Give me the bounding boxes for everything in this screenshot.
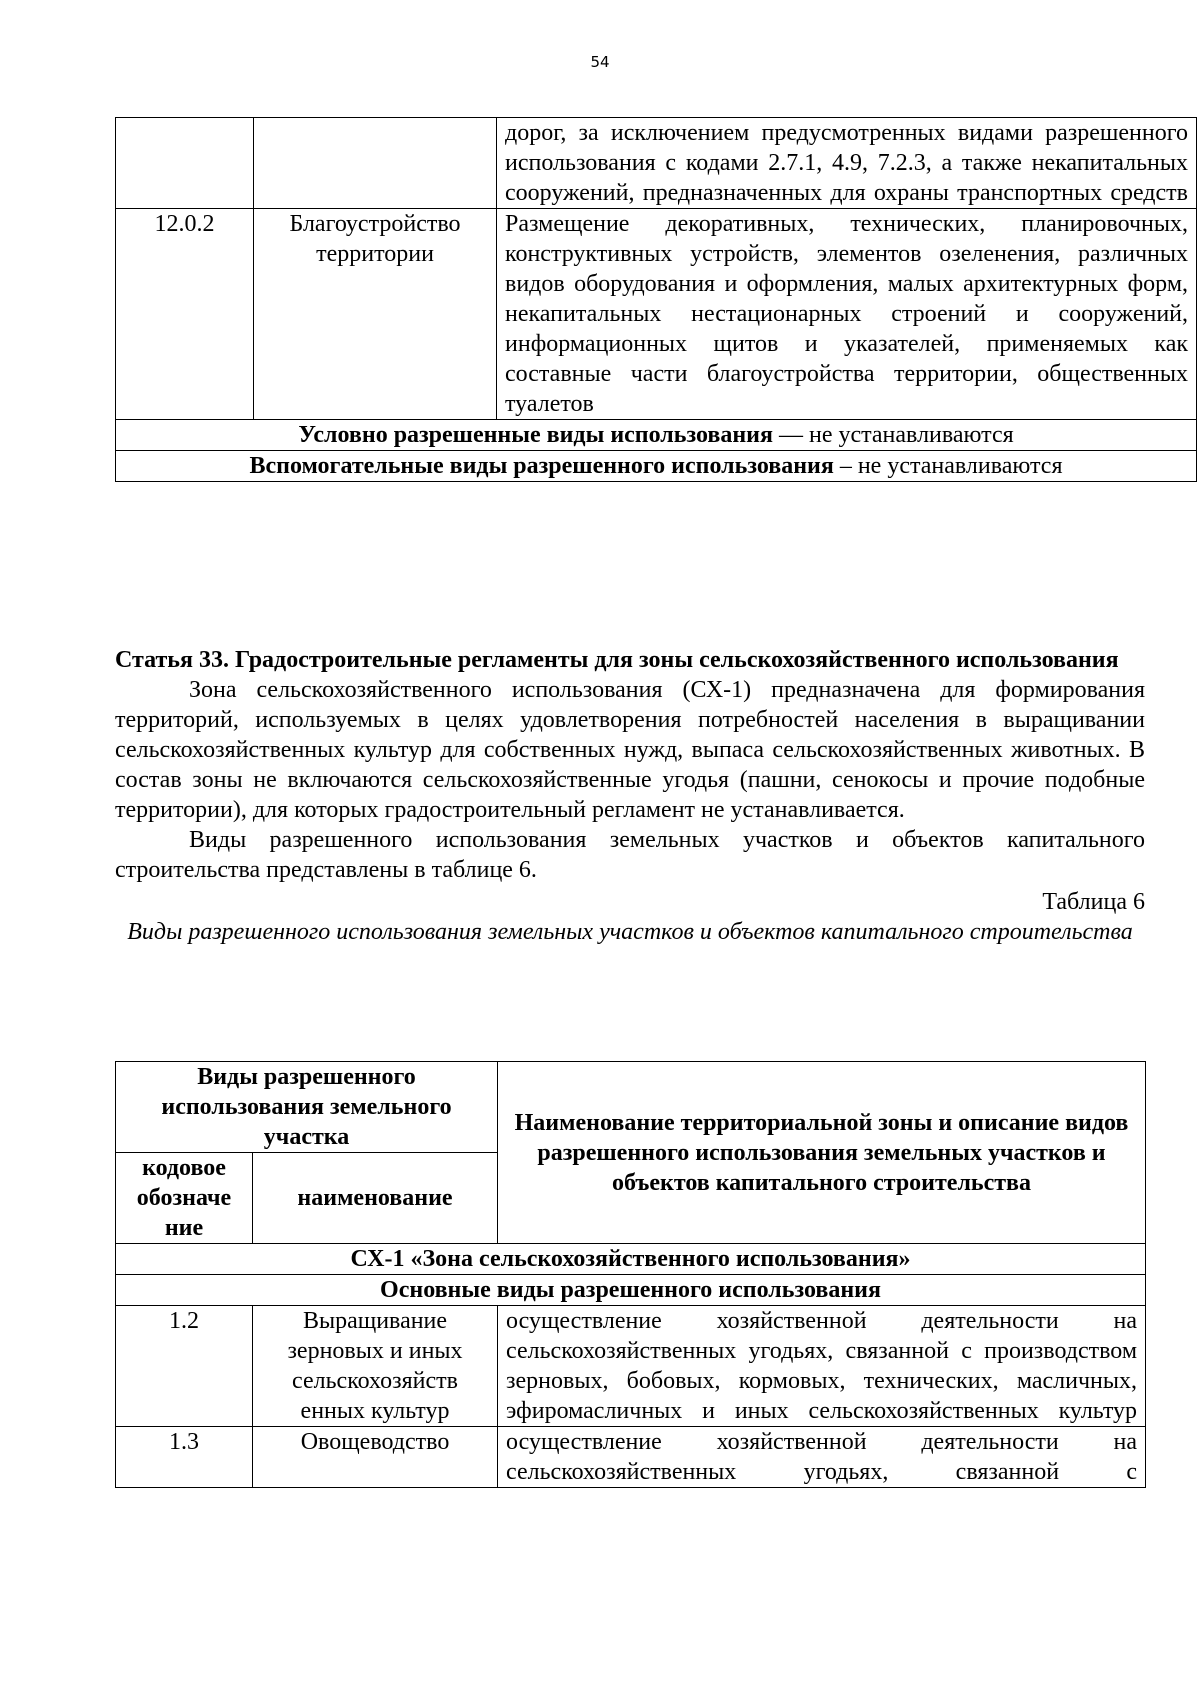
article-heading: Статья 33. Градостроительные регламенты для зоны сельскохозяйственного использования: [115, 647, 1119, 673]
table-6: [115, 1061, 1146, 1488]
article-paragraph-2: Виды разрешенного использования земельных участков и объектов капитального строительства представлены в таблице 6.: [115, 827, 1145, 883]
header-description-cell: Наименование территориальной зоны и описание видов разрешенного использования земельных участков и объектов капитального строительства: [498, 1062, 1146, 1244]
code-cell: 1.2: [116, 1306, 253, 1427]
zone-title-row: [116, 1244, 1146, 1275]
description-cell: осуществление хозяйственной деятельности на сельскохозяйственных угодьях, связанной с: [498, 1427, 1146, 1488]
auxiliary-uses-value: – не устанавливаются: [833, 453, 1063, 479]
header-name-cell: наименование: [253, 1153, 498, 1244]
table-row: [116, 209, 1197, 420]
description-cell: осуществление хозяйственной деятельности на сельскохозяйственных угодьях, связанной с производством зерновых, бобовых, кормовых, технических, масличных, эфиромасличных и иных сельскохозяйственных культур: [498, 1306, 1146, 1427]
code-cell: 12.0.2: [116, 209, 254, 420]
name-cell: Выращивание зерновых и иных сельскохозяйств енных культур: [253, 1306, 498, 1427]
section-title-row: [116, 1275, 1146, 1306]
description-cell: Размещение декоративных, технических, планировочных, конструктивных устройств, элементов озеленения, различных видов оборудования и оформления, малых архитектурных форм, некапитальных нестационарных строений и сооружений, информационных щитов и указателей, применяемых как составные части благоустройства территории, общественных туалетов: [497, 209, 1197, 420]
conditional-uses-row: [116, 420, 1197, 451]
name-cell: Овощеводство: [253, 1427, 498, 1488]
header-code-cell: кодовое обозначе ние: [116, 1153, 253, 1244]
table-row: [116, 1427, 1146, 1488]
page-number: 54: [590, 53, 610, 71]
code-cell: [116, 118, 254, 209]
code-cell: 1.3: [116, 1427, 253, 1488]
section-title-cell: Основные виды разрешенного использования: [116, 1275, 1146, 1306]
article-paragraph-1: Зона сельскохозяйственного использования (СХ-1) предназначена для формирования территорий, используемых в целях удовлетворения потребностей населения в выращивании сельскохозяйственных культур для собственных нужд, выпаса сельскохозяйственных животных. В состав зоны не включаются сельскохозяйственные угодья (пашни, сенокосы и прочие подобные территории), для которых градостроительный регламент не устанавливается.: [115, 677, 1145, 823]
description-cell: дорог, за исключением предусмотренных видами разрешенного использования с кодами 2.7.1, 4.9, 7.2.3, а также некапитальных сооружений, предназначенных для охраны транспортных средств: [497, 118, 1197, 209]
table-caption: Виды разрешенного использования земельных участков и объектов капитального строительства: [127, 919, 1133, 945]
conditional-uses-value: — не устанавливаются: [772, 422, 1014, 448]
header-row: [116, 1062, 1146, 1153]
auxiliary-uses-cell: [116, 451, 1197, 482]
table-label: Таблица 6: [1042, 889, 1145, 915]
article-section: [115, 645, 1145, 947]
auxiliary-uses-row: [116, 451, 1197, 482]
conditional-uses-label: Условно разрешенные виды использования: [298, 422, 773, 448]
name-cell: [254, 118, 497, 209]
conditional-uses-cell: [116, 420, 1197, 451]
zone-title-cell: СХ-1 «Зона сельскохозяйственного использования»: [116, 1244, 1146, 1275]
header-group-cell: Виды разрешенного использования земельного участка: [116, 1062, 498, 1153]
continuation-table: [115, 117, 1197, 482]
table-row: [116, 118, 1197, 209]
table-row: [116, 1306, 1146, 1427]
auxiliary-uses-label: Вспомогательные виды разрешенного использования: [249, 453, 834, 479]
name-cell: Благоустройство территории: [254, 209, 497, 420]
